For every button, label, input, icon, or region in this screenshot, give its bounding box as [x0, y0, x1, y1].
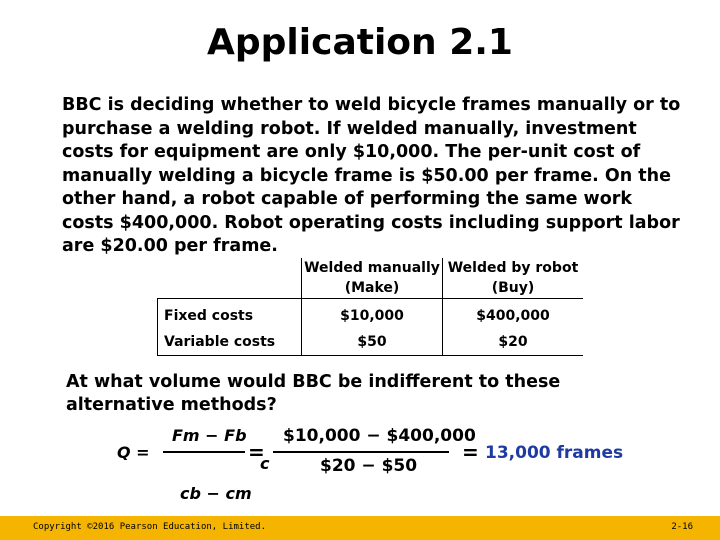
- general-numerator: Fm − Fb: [172, 426, 247, 445]
- numeric-fraction-bar: [273, 451, 449, 453]
- equation-equals-sign: =: [248, 440, 265, 464]
- make-variable-cost: $50: [357, 334, 387, 350]
- footer-bar: [0, 516, 720, 540]
- slide-title: Application 2.1: [207, 22, 513, 63]
- column-header-make-line1: Welded manually: [304, 260, 440, 276]
- result-value: [485, 443, 623, 463]
- question-text: At what volume would BBC be indifferent to these alternative methods?: [66, 372, 561, 415]
- numeric-numerator: $10,000 − $400,000: [283, 426, 476, 446]
- row-label-fixed-costs: Fixed costs: [164, 308, 254, 324]
- row-label-variable-costs: Variable costs: [164, 334, 276, 350]
- make-fixed-cost: $10,000: [340, 308, 404, 324]
- equation-q-label: Q =: [117, 443, 150, 462]
- general-denominator: cb − cm: [180, 484, 252, 503]
- buy-fixed-cost: $400,000: [476, 308, 550, 324]
- result-number: 13,000: [485, 443, 551, 463]
- result-unit: frames: [556, 443, 624, 463]
- table-header-blank: [158, 258, 302, 299]
- problem-statement: BBC is deciding whether to weld bicycle frames manually or to purchase a welding robot. If welded manually, investment costs for equipment are only $10,000. The per-unit cost of manually welding a bicycle frame is $50.00 per frame. On the other hand, a robot capable of performing the same work costs $400,000. Robot operating costs including support labor are $20.00 per frame.: [62, 95, 681, 256]
- page-number: 2-16: [671, 522, 693, 532]
- equation-c-fragment: c: [260, 454, 270, 473]
- copyright-text: Copyright ©2016 Pearson Education, Limited.: [33, 522, 266, 532]
- row-labels-cell: [158, 299, 302, 356]
- column-header-buy-line1: Welded by robot: [447, 260, 579, 276]
- result-equals-sign: =: [462, 440, 479, 464]
- table-header-row: [158, 258, 584, 299]
- column-header-make: [302, 258, 443, 299]
- buy-variable-cost: $20: [498, 334, 528, 350]
- numeric-denominator: $20 − $50: [320, 456, 418, 476]
- buy-values-cell: [443, 299, 584, 356]
- make-values-cell: [302, 299, 443, 356]
- column-header-buy: [443, 258, 584, 299]
- column-header-buy-line2: (Buy): [491, 280, 535, 296]
- general-fraction-bar: [163, 451, 245, 453]
- cost-comparison-table: [157, 258, 583, 356]
- column-header-make-line2: (Make): [344, 280, 400, 296]
- table-body-row: [158, 299, 584, 356]
